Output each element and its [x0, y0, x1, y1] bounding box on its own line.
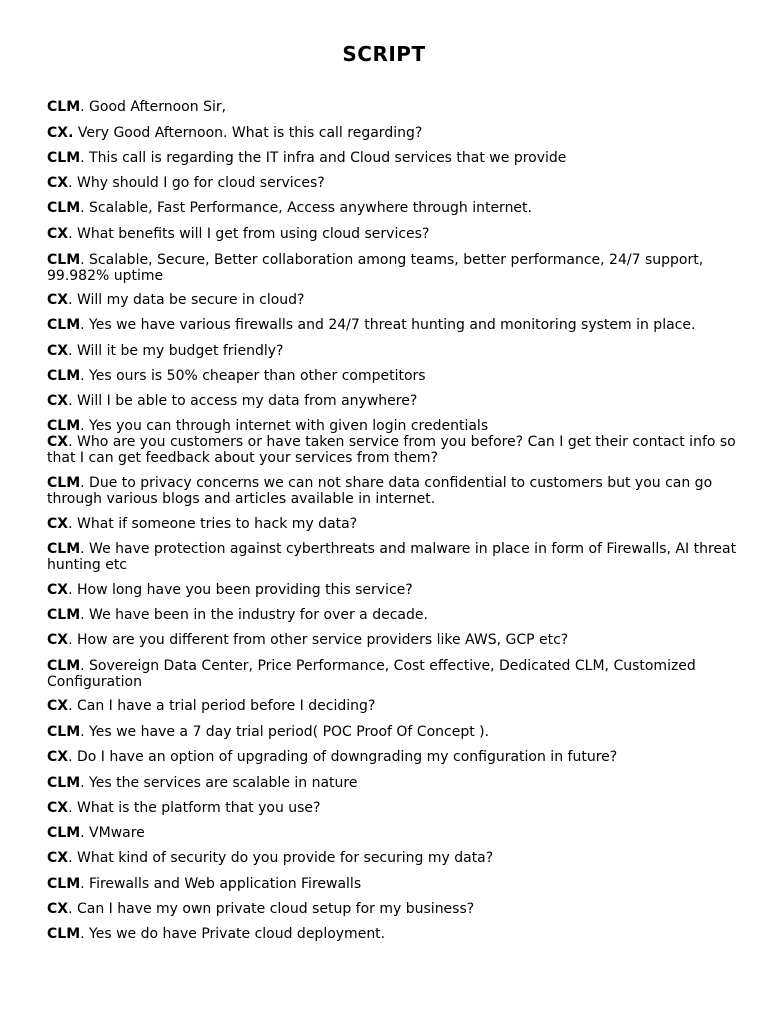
speaker-label: CLM	[47, 724, 81, 740]
speaker-label: CX	[47, 800, 69, 816]
speaker-label: CX	[47, 434, 69, 450]
speaker-label: CLM	[47, 200, 81, 216]
speaker-label: CX	[47, 343, 69, 359]
script-line: CX. What if someone tries to hack my data?	[47, 516, 358, 532]
speaker-label: CLM	[47, 418, 81, 434]
script-line: CLM. Firewalls and Web application Firewalls	[47, 876, 362, 892]
script-line: CX. Who are you customers or have taken service from you before? Can I get their contact info so that I can get feedback about your services from them?	[47, 434, 736, 466]
script-line: CX. Why should I go for cloud services?	[47, 175, 325, 191]
speaker-label: CX	[47, 393, 69, 409]
script-line: CLM. Yes ours is 50% cheaper than other competitors	[47, 368, 426, 384]
line-text: We have protection against cyberthreats and malware in place in form of Firewalls, AI threat hunting etc	[47, 541, 737, 573]
line-text: Yes the services are scalable in nature	[89, 775, 358, 791]
line-text: We have been in the industry for over a decade.	[89, 607, 428, 623]
speaker-label: CLM	[47, 475, 81, 491]
line-text: Can I have a trial period before I deciding?	[76, 698, 376, 714]
line-text: Sovereign Data Center, Price Performance, Cost effective, Dedicated CLM, Customized Configuration	[47, 658, 696, 690]
script-line: CLM. Yes you can through internet with given login credentials	[47, 418, 489, 434]
script-line: CLM. We have protection against cyberthreats and malware in place in form of Firewalls, AI threat hunting etc	[47, 541, 737, 573]
speaker-label: CLM	[47, 368, 81, 384]
speaker-label: CX	[47, 749, 69, 765]
line-text: Will my data be secure in cloud?	[76, 292, 305, 308]
line-text: This call is regarding the IT infra and Cloud services that we provide	[89, 150, 567, 166]
line-text: Can I have my own private cloud setup for my business?	[76, 901, 475, 917]
speaker-label: CLM	[47, 876, 81, 892]
script-line: CLM. Good Afternoon Sir,	[47, 99, 227, 115]
line-text: Why should I go for cloud services?	[76, 175, 325, 191]
speaker-label: CX	[47, 175, 69, 191]
line-text: Yes ours is 50% cheaper than other competitors	[89, 368, 426, 384]
script-line: CX. What benefits will I get from using cloud services?	[47, 226, 430, 242]
speaker-label: CLM	[47, 658, 81, 674]
speaker-label: CX.	[47, 125, 74, 141]
script-line: CX. What kind of security do you provide for securing my data?	[47, 850, 494, 866]
script-line: CLM. Scalable, Secure, Better collaboration among teams, better performance, 24/7 support, 99.982% uptime	[47, 252, 704, 284]
speaker-label: CX	[47, 632, 69, 648]
line-text: Very Good Afternoon. What is this call regarding?	[77, 125, 423, 141]
script-line: CX. Will I be able to access my data from anywhere?	[47, 393, 418, 409]
script-line: CLM. Yes the services are scalable in nature	[47, 775, 358, 791]
speaker-label: CX	[47, 516, 69, 532]
speaker-label: CX	[47, 850, 69, 866]
line-text: What benefits will I get from using cloud services?	[76, 226, 430, 242]
line-text: Due to privacy concerns we can not share data confidential to customers but you can go through various blogs and articles available in internet.	[47, 475, 713, 507]
line-text: Scalable, Fast Performance, Access anywhere through internet.	[89, 200, 532, 216]
speaker-label: CLM	[47, 541, 81, 557]
line-text: How are you different from other service providers like AWS, GCP etc?	[76, 632, 569, 648]
speaker-label: CX	[47, 901, 69, 917]
script-line: CLM. Sovereign Data Center, Price Performance, Cost effective, Dedicated CLM, Customized Configuration	[47, 658, 696, 690]
line-text: What kind of security do you provide for securing my data?	[76, 850, 494, 866]
script-line: CLM. Due to privacy concerns we can not share data confidential to customers but you can go through various blogs and articles available in internet.	[47, 475, 713, 507]
line-text: Yes we have a 7 day trial period( POC Proof Of Concept ).	[89, 724, 490, 740]
line-text: Good Afternoon Sir,	[89, 99, 227, 115]
speaker-label: CLM	[47, 926, 81, 942]
line-text: Do I have an option of upgrading of downgrading my configuration in future?	[76, 749, 618, 765]
line-text: Who are you customers or have taken service from you before? Can I get their contact info so that I can get feedback about your services from them?	[47, 434, 736, 466]
speaker-label: CX	[47, 292, 69, 308]
speaker-label: CX	[47, 226, 69, 242]
script-line: CX. Will it be my budget friendly?	[47, 343, 284, 359]
script-line: CLM. Yes we do have Private cloud deployment.	[47, 926, 386, 942]
script-line: CX. How are you different from other service providers like AWS, GCP etc?	[47, 632, 569, 648]
line-text: Firewalls and Web application Firewalls	[89, 876, 362, 892]
line-text: What if someone tries to hack my data?	[76, 516, 358, 532]
speaker-label: CLM	[47, 150, 81, 166]
script-line: CX. Do I have an option of upgrading of downgrading my configuration in future?	[47, 749, 618, 765]
script-line: CLM. We have been in the industry for over a decade.	[47, 607, 428, 623]
line-text: Yes we have various firewalls and 24/7 threat hunting and monitoring system in place.	[89, 317, 696, 333]
speaker-label: CX	[47, 698, 69, 714]
line-text: Yes we do have Private cloud deployment.	[89, 926, 386, 942]
script-line: CX. Can I have a trial period before I deciding?	[47, 698, 376, 714]
line-text: What is the platform that you use?	[76, 800, 321, 816]
speaker-label: CX	[47, 582, 69, 598]
script-line: CLM. Yes we have various firewalls and 24/7 threat hunting and monitoring system in place.	[47, 317, 696, 333]
script-line: CX. Will my data be secure in cloud?	[47, 292, 305, 308]
line-text: Scalable, Secure, Better collaboration among teams, better performance, 24/7 support, 99.982% uptime	[47, 252, 704, 284]
speaker-label: CLM	[47, 252, 81, 268]
script-line: CLM. This call is regarding the IT infra and Cloud services that we provide	[47, 150, 567, 166]
script-line: CLM. VMware	[47, 825, 145, 841]
script-line: CLM. Scalable, Fast Performance, Access anywhere through internet.	[47, 200, 532, 216]
page-title: SCRIPT	[342, 42, 426, 66]
speaker-label: CLM	[47, 607, 81, 623]
speaker-label: CLM	[47, 825, 81, 841]
line-text: How long have you been providing this service?	[76, 582, 413, 598]
speaker-label: CLM	[47, 775, 81, 791]
script-line	[47, 126, 737, 142]
speaker-label: CLM	[47, 317, 81, 333]
script-line: CX. What is the platform that you use?	[47, 800, 321, 816]
line-text: VMware	[89, 825, 145, 841]
script-line: CX. How long have you been providing this service?	[47, 582, 413, 598]
line-text: Yes you can through internet with given login credentials	[89, 418, 489, 434]
script-line: CLM. Yes we have a 7 day trial period( POC Proof Of Concept ).	[47, 724, 490, 740]
line-text: Will I be able to access my data from anywhere?	[76, 393, 418, 409]
speaker-label: CLM	[47, 99, 81, 115]
script-line: CX. Can I have my own private cloud setup for my business?	[47, 901, 475, 917]
line-text: Will it be my budget friendly?	[76, 343, 284, 359]
